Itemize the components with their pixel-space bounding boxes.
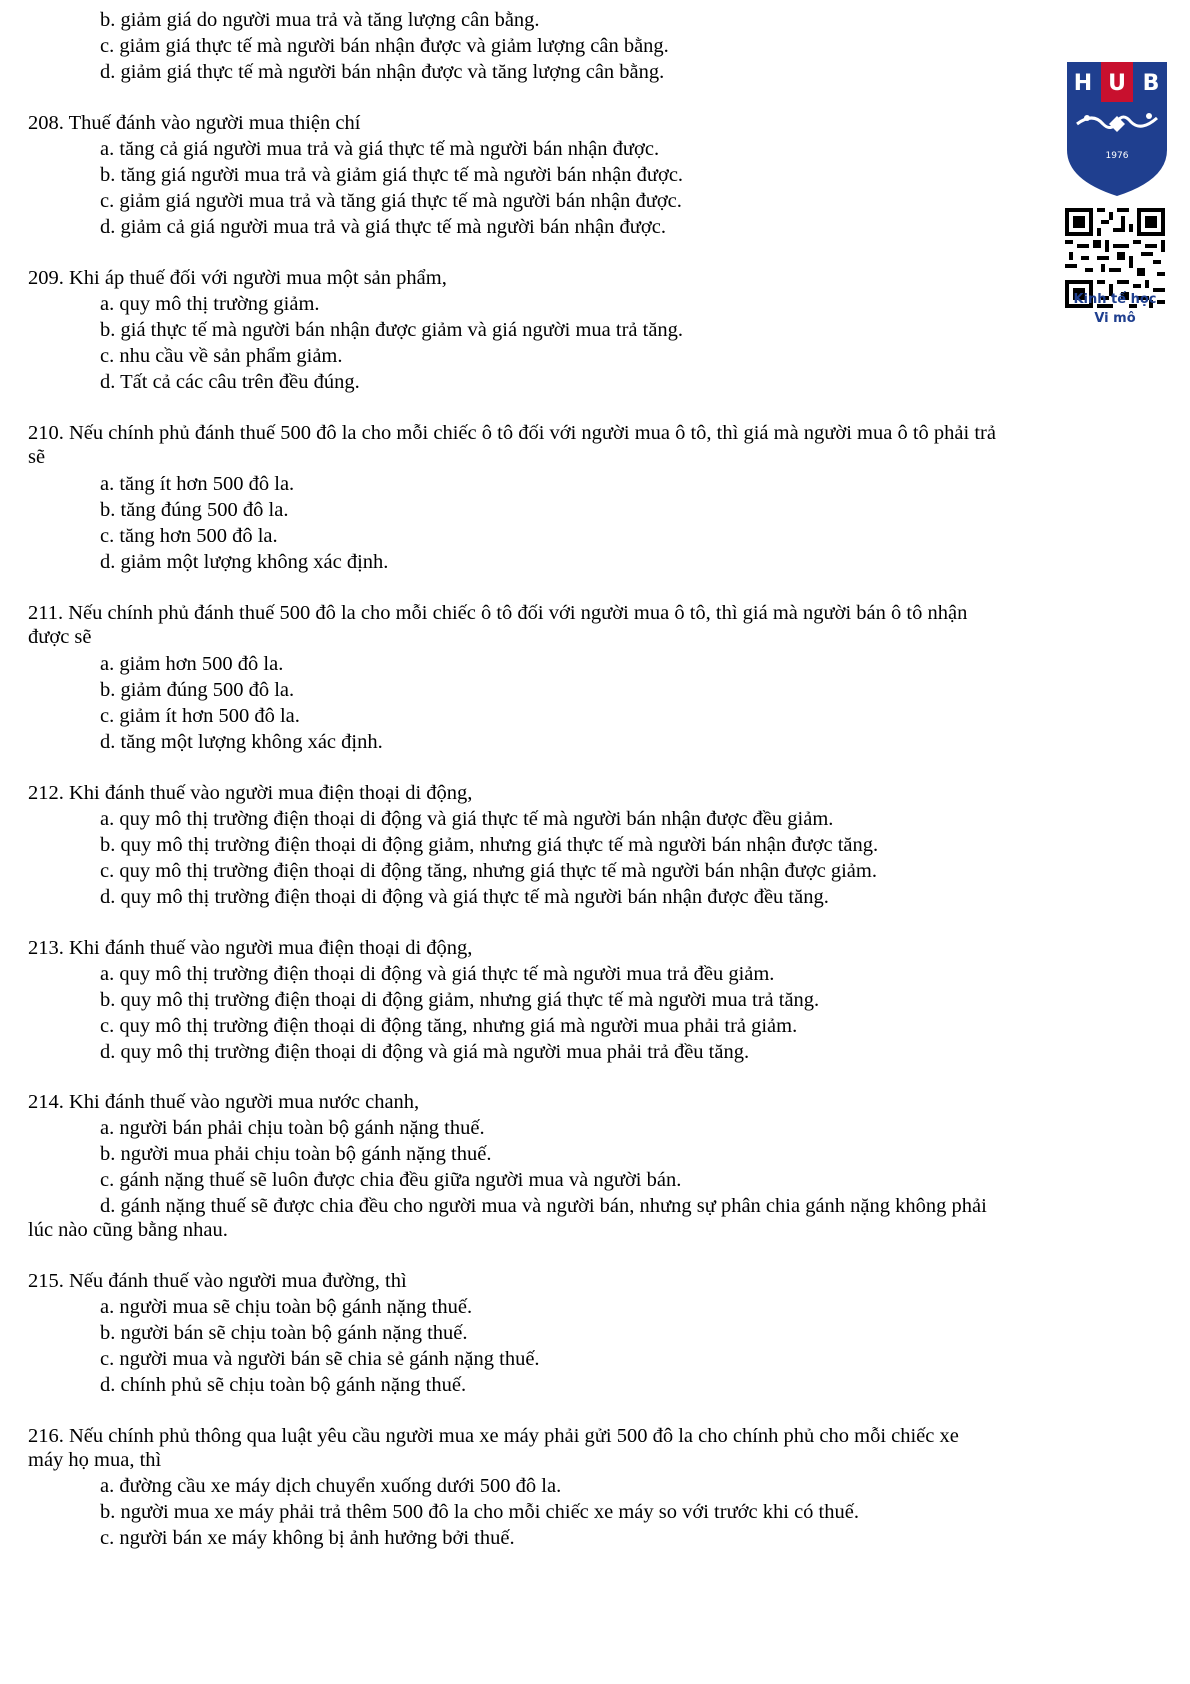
option-line: b. quy mô thị trường điện thoại di động giảm, nhưng giá thực tế mà người bán nhận được tăng. bbox=[100, 834, 879, 856]
option-line: d. giảm một lượng không xác định. bbox=[100, 551, 389, 573]
question-stem: 212. Khi đánh thuế vào người mua điện thoại di động, bbox=[28, 782, 473, 804]
question-stem: 216. Nếu chính phủ thông qua luật yêu cầu người mua xe máy phải gửi 500 đô la cho chính phủ cho mỗi chiếc xe bbox=[28, 1425, 959, 1447]
option-line: d. tăng một lượng không xác định. bbox=[100, 731, 383, 753]
option-line: c. giảm giá thực tế mà người bán nhận được và giảm lượng cân bằng. bbox=[100, 35, 669, 57]
option-line: c. gánh nặng thuế sẽ luôn được chia đều giữa người mua và người bán. bbox=[100, 1169, 682, 1191]
question-stem: 211. Nếu chính phủ đánh thuế 500 đô la cho mỗi chiếc ô tô đối với người mua ô tô, thì giá mà người bán ô tô nhận bbox=[28, 602, 968, 624]
option-line: c. người bán xe máy không bị ảnh hưởng bởi thuế. bbox=[100, 1527, 515, 1549]
option-line: c. quy mô thị trường điện thoại di động tăng, nhưng giá mà người mua phải trả giảm. bbox=[100, 1015, 798, 1037]
question-stem: 208. Thuế đánh vào người mua thiện chí bbox=[28, 112, 361, 134]
option-line: d. Tất cả các câu trên đều đúng. bbox=[100, 371, 360, 393]
logo-letter-b: B bbox=[1142, 71, 1160, 96]
option-line: a. đường cầu xe máy dịch chuyển xuống dưới 500 đô la. bbox=[100, 1475, 562, 1497]
option-line: b. quy mô thị trường điện thoại di động giảm, nhưng giá thực tế mà người mua trả tăng. bbox=[100, 989, 820, 1011]
option-continuation: lúc nào cũng bằng nhau. bbox=[28, 1219, 228, 1241]
side-caption-line2: Vi mô bbox=[1094, 311, 1136, 326]
option-line: a. giảm hơn 500 đô la. bbox=[100, 653, 284, 675]
option-line: b. tăng đúng 500 đô la. bbox=[100, 499, 289, 521]
question-stem-continuation: sẽ bbox=[28, 446, 46, 468]
option-line: d. chính phủ sẽ chịu toàn bộ gánh nặng thuế. bbox=[100, 1374, 467, 1396]
question-stem: 215. Nếu đánh thuế vào người mua đường, thì bbox=[28, 1270, 407, 1292]
logo-letter-u: U bbox=[1108, 71, 1126, 96]
question-stem: 214. Khi đánh thuế vào người mua nước chanh, bbox=[28, 1091, 420, 1113]
option-line: d. giảm giá thực tế mà người bán nhận được và tăng lượng cân bằng. bbox=[100, 61, 665, 83]
option-line: a. tăng cả giá người mua trả và giá thực tế mà người bán nhận được. bbox=[100, 138, 660, 160]
option-line: b. người mua xe máy phải trả thêm 500 đô la cho mỗi chiếc xe máy so với trước khi có thuế. bbox=[100, 1501, 859, 1523]
option-line: d. gánh nặng thuế sẽ được chia đều cho người mua và người bán, nhưng sự phân chia gánh nặng không phải bbox=[100, 1195, 987, 1217]
question-stem-continuation: được sẽ bbox=[28, 626, 92, 648]
option-line: a. người mua sẽ chịu toàn bộ gánh nặng thuế. bbox=[100, 1296, 473, 1318]
question-stem: 209. Khi áp thuế đối với người mua một sản phẩm, bbox=[28, 267, 447, 289]
question-stem-continuation: máy họ mua, thì bbox=[28, 1449, 162, 1471]
hub-logo bbox=[1063, 58, 1171, 198]
logo-letter-h: H bbox=[1073, 71, 1093, 96]
side-caption-line1: Kinh tế học bbox=[1073, 292, 1157, 307]
option-line: b. giảm giá do người mua trả và tăng lượng cân bằng. bbox=[100, 9, 540, 31]
question-stem: 210. Nếu chính phủ đánh thuế 500 đô la cho mỗi chiếc ô tô đối với người mua ô tô, thì giá mà người mua ô tô phải trả bbox=[28, 422, 996, 444]
option-line: b. người bán sẽ chịu toàn bộ gánh nặng thuế. bbox=[100, 1322, 468, 1344]
option-line: b. giá thực tế mà người bán nhận được giảm và giá người mua trả tăng. bbox=[100, 319, 684, 341]
option-line: c. nhu cầu về sản phẩm giảm. bbox=[100, 345, 343, 367]
logo-year: 1976 bbox=[1105, 151, 1129, 161]
option-line: a. quy mô thị trường giảm. bbox=[100, 293, 320, 315]
question-stem: 213. Khi đánh thuế vào người mua điện thoại di động, bbox=[28, 937, 473, 959]
option-line: d. quy mô thị trường điện thoại di động và giá thực tế mà người bán nhận được đều tăng. bbox=[100, 886, 829, 908]
option-line: c. giảm ít hơn 500 đô la. bbox=[100, 705, 300, 727]
option-line: b. người mua phải chịu toàn bộ gánh nặng thuế. bbox=[100, 1143, 492, 1165]
option-line: b. tăng giá người mua trả và giảm giá thực tế mà người bán nhận được. bbox=[100, 164, 684, 186]
option-line: c. giảm giá người mua trả và tăng giá thực tế mà người bán nhận được. bbox=[100, 190, 682, 212]
option-line: c. tăng hơn 500 đô la. bbox=[100, 525, 278, 547]
option-line: a. quy mô thị trường điện thoại di động và giá thực tế mà người bán nhận được đều giảm. bbox=[100, 808, 834, 830]
option-line: a. tăng ít hơn 500 đô la. bbox=[100, 473, 295, 495]
option-line: d. quy mô thị trường điện thoại di động và giá mà người mua phải trả đều tăng. bbox=[100, 1041, 750, 1063]
option-line: b. giảm đúng 500 đô la. bbox=[100, 679, 295, 701]
option-line: a. người bán phải chịu toàn bộ gánh nặng thuế. bbox=[100, 1117, 485, 1139]
option-line: a. quy mô thị trường điện thoại di động và giá thực tế mà người mua trả đều giảm. bbox=[100, 963, 775, 985]
option-line: d. giảm cả giá người mua trả và giá thực tế mà người bán nhận được. bbox=[100, 216, 666, 238]
option-line: c. người mua và người bán sẽ chia sẻ gánh nặng thuế. bbox=[100, 1348, 540, 1370]
option-line: c. quy mô thị trường điện thoại di động tăng, nhưng giá thực tế mà người bán nhận được giảm. bbox=[100, 860, 877, 882]
